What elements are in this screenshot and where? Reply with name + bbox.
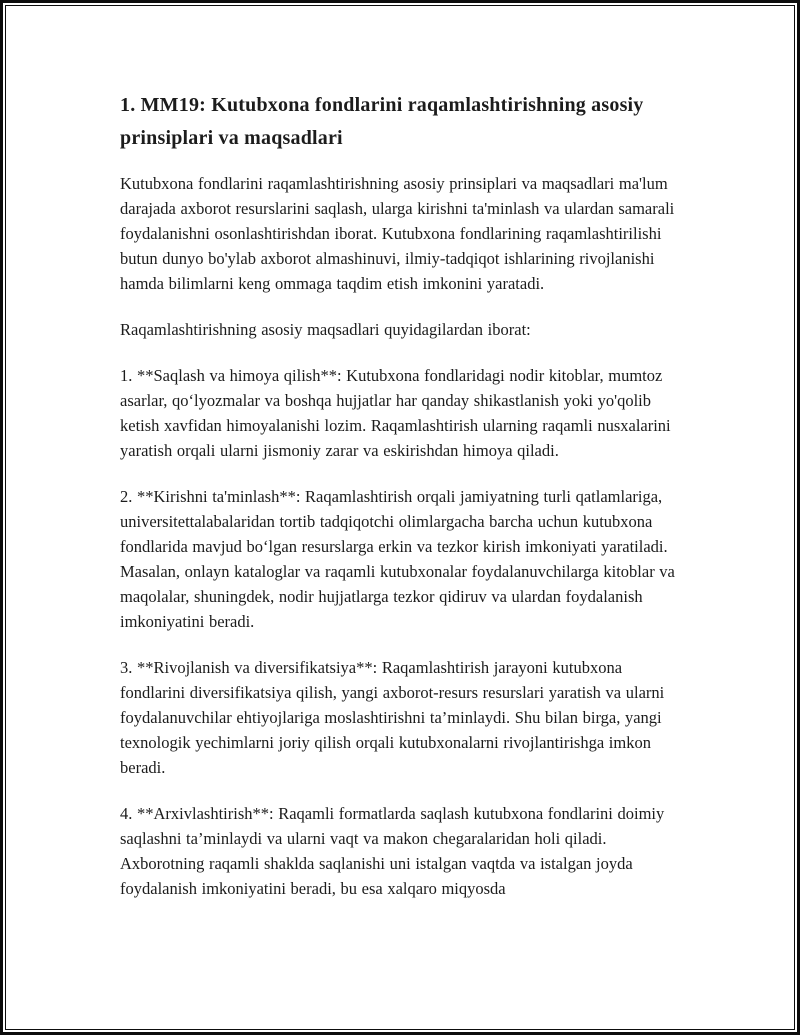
paragraph-item-2-kirishni: 2. **Kirishni ta'minlash**: Raqamlashtirish orqali jamiyatning turli qatlamlariga, universitettalabalaridan tortib tadqiqotchi olimlargacha barcha uchun kutubxona fondlarida mavjud boʻlgan resurslarga erkin va tezkor kirish imkoniyati yaratiladi. Masalan, onlayn kataloglar va raqamli kutubxonalar foydalanuvchilarga kitoblar va maqolalar, shuningdek, nodir hujjatlarga tezkor qidiruv va ulardan foydalanish imkoniyatini beradi.: [120, 487, 675, 631]
paragraph-intro: Kutubxona fondlarini raqamlashtirishning asosiy prinsiplari va maqsadlari ma'lum darajada axborot resurslarini saqlash, ularga kirishni ta'minlash va ulardan samarali foydalanishni osonlashtirishdan iborat. Kutubxona fondlarining raqamlashtirilishi butun dunyo bo'ylab axborot almashinuvi, ilmiy-tadqiqot ishlarining rivojlanishi hamda bilimlarni keng ommaga taqdim etish imkonini yaratadi.: [120, 174, 675, 293]
document-content: [3, 3, 797, 901]
paragraph-item-4-arxivlashtirish: 4. **Arxivlashtirish**: Raqamli formatlarda saqlash kutubxona fondlarini doimiy saqlashni ta’minlaydi va ularni vaqt va makon chegaralaridan holi qiladi. Axborotning raqamli shaklda saqlanishi uni istalgan vaqtda va istalgan joyda foydalanish imkoniyatini beradi, bu esa xalqaro miqyosda: [120, 804, 665, 898]
paragraph-goals-lead: Raqamlashtirishning asosiy maqsadlari quyidagilardan iborat:: [120, 320, 531, 339]
paragraph-item-3-rivojlanish: 3. **Rivojlanish va diversifikatsiya**: Raqamlashtirish jarayoni kutubxona fondlarini diversifikatsiya qilish, yangi axborot-resurs resurslari yaratish va ularni foydalanuvchilar ehtiyojlariga moslashtirishni ta’minlaydi. Shu bilan birga, yangi texnologik yechimlarni joriy qilish orqali kutubxonalarni rivojlantirishga imkon beradi.: [120, 658, 665, 777]
paragraph-item-1-saqlash: 1. **Saqlash va himoya qilish**: Kutubxona fondlaridagi nodir kitoblar, mumtoz asarlar, qoʻlyozmalar va boshqa hujjatlar har qanday shikastlanish yoki yo'qolib ketish xavfidan himoyalanishi lozim. Raqamlashtirish ularning raqamli nusxalarini yaratish orqali ularni jismoniy zarar va eskirishdan himoya qiladi.: [120, 366, 671, 460]
page-title: 1. MM19: Kutubxona fondlarini raqamlashtirishning asosiy prinsiplari va maqsadlari: [120, 94, 644, 149]
